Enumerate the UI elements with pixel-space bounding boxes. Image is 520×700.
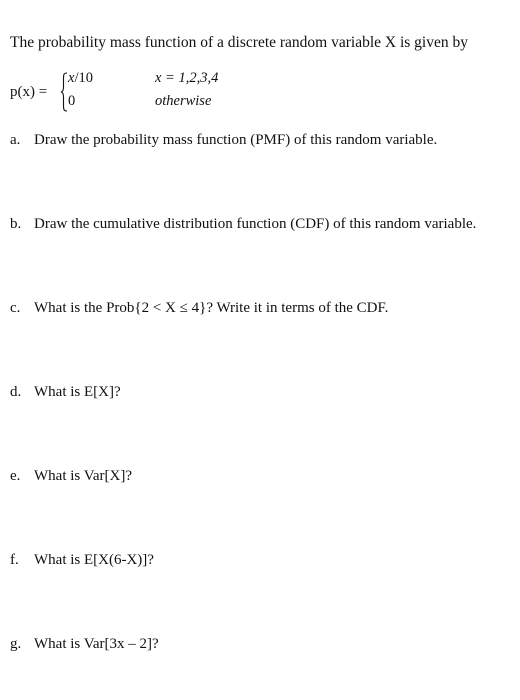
pmf-case2-condition: otherwise bbox=[155, 93, 212, 109]
question-c bbox=[10, 300, 388, 317]
question-f bbox=[10, 552, 154, 569]
question-letter: c. bbox=[10, 300, 21, 316]
question-text: Draw the probability mass function (PMF) of this random variable. bbox=[34, 132, 438, 148]
left-brace-icon bbox=[60, 72, 68, 112]
question-letter: d. bbox=[10, 384, 22, 400]
pmf-case1-value: x/10 bbox=[68, 70, 93, 86]
question-text: What is E[X]? bbox=[34, 384, 121, 400]
question-g bbox=[10, 636, 159, 653]
pmf-case1-condition: x = 1,2,3,4 bbox=[155, 70, 219, 86]
question-text: What is the Prob{2 < X ≤ 4}? Write it in terms of the CDF. bbox=[34, 300, 389, 316]
problem-intro: The probability mass function of a discrete random variable X is given by bbox=[10, 34, 468, 51]
question-d bbox=[10, 384, 121, 401]
question-letter: a. bbox=[10, 132, 21, 148]
question-letter: e. bbox=[10, 468, 21, 484]
pmf-label: p(x) = bbox=[10, 84, 48, 100]
question-letter: g. bbox=[10, 636, 22, 652]
question-text: What is Var[X]? bbox=[34, 468, 133, 484]
pmf-case2-value: 0 bbox=[68, 93, 76, 109]
question-b bbox=[10, 216, 476, 233]
question-text: What is E[X(6-X)]? bbox=[34, 552, 154, 568]
question-letter: f. bbox=[10, 552, 19, 568]
question-a bbox=[10, 132, 437, 149]
question-e bbox=[10, 468, 132, 485]
question-text: What is Var[3x – 2]? bbox=[34, 636, 159, 652]
question-text: Draw the cumulative distribution function (CDF) of this random variable. bbox=[34, 216, 477, 232]
pmf-definition bbox=[10, 66, 310, 116]
question-letter: b. bbox=[10, 216, 22, 232]
